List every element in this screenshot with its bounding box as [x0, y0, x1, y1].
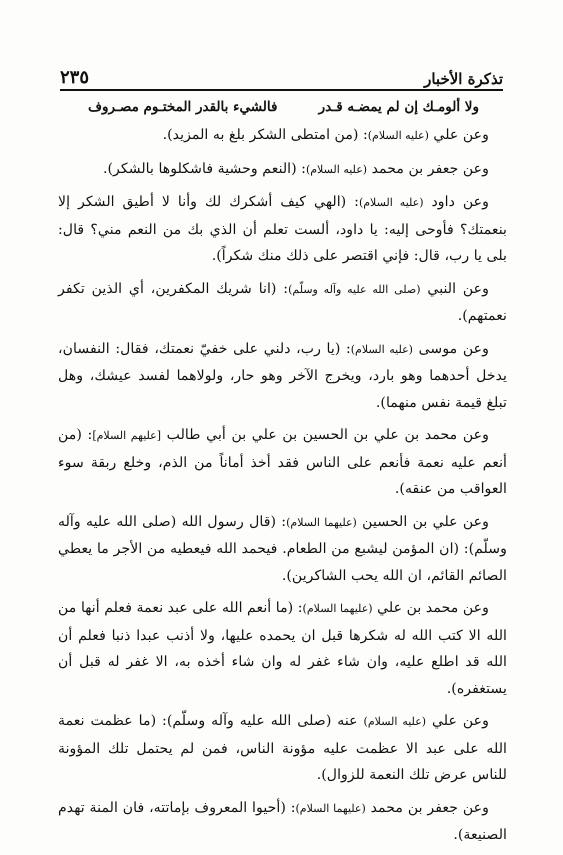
narrator: وعن جعفر بن محمد	[367, 160, 489, 177]
narrator: وعن النبي	[420, 280, 489, 297]
narrator: وعن داود	[423, 194, 489, 210]
hadith-paragraph	[58, 122, 507, 150]
running-header	[60, 62, 503, 88]
honorific: (صلى الله عليه وآله وسلّم)	[288, 282, 421, 296]
hadith-text: : (من امتطى الشكر بلغ به المزيد).	[162, 127, 368, 143]
honorific: (عليه السلام)	[363, 715, 427, 728]
honorific: (عليهما السلام)	[302, 602, 373, 615]
verse-first-hemistich: ولا ألومـك إن لم يمضـه قـدر	[318, 99, 479, 115]
hadith-paragraph	[58, 276, 507, 330]
header-rule	[60, 89, 503, 91]
hadith-text: : (انا شريك المكفرين، أي الذين تكفر نعمتهم).	[58, 280, 507, 324]
poetry-verse	[58, 96, 507, 118]
honorific: [عليهم السلام]	[92, 429, 162, 442]
narrator: وعن محمد بن علي	[372, 600, 489, 616]
narrator: وعن محمد بن علي بن الحسين بن علي بن أبي طالب	[161, 427, 489, 443]
verse-second-hemistich: فالشيء بالقدر المختـوم مصـروف	[88, 99, 278, 115]
hadith-text: : (قال رسول الله (صلى الله عليه وآله وسلّم): (ان المؤمن ليشبع من الطعام. فيحمد الله فيعطيه من الأجر ما يعطي الصائم القائم، ان الله يحب الشاكرين).	[58, 513, 507, 584]
narrator: وعن موسى	[412, 340, 489, 357]
hadith-text: : (الهي كيف أشكرك لك وأنا لا أطيق الشكر إلا بنعمتك؟ فأوحى إليه: يا داود، ألست تعلم أن الذي بك من النعم مني؟ قال: بلى يا رب، قال: فإني اقتصر على ذلك منك شكراً).	[58, 194, 507, 264]
hadith-paragraph	[58, 422, 507, 503]
hadith-paragraph	[58, 336, 507, 417]
hadith-text: : (أحيوا المعروف بإماتته، فان المنة تهدم الصنيعة).	[58, 799, 507, 843]
page-number: ٢٣٥	[60, 67, 90, 88]
hadith-text: عنه (صلى الله عليه وآله وسلّم): (ما عظمت نعمة الله على عبد الا عظمت عليه مؤونة الناس، فمن لم يحتمل تلك المؤونة للناس عرض تلك النعمة للزوال).	[58, 713, 507, 783]
hadith-paragraph	[58, 595, 507, 702]
honorific: (عليهما السلام)	[286, 515, 357, 529]
hadith-paragraph	[58, 509, 507, 590]
hadith-text: : (النعم وحشية فاشكلوها بالشكر).	[102, 160, 306, 177]
hadith-paragraph	[58, 708, 507, 789]
running-title: تذكرة الأخبار	[424, 70, 503, 88]
honorific: (عليه السلام)	[367, 129, 429, 142]
narrator: وعن علي	[426, 713, 490, 729]
hadith-paragraph	[58, 156, 507, 184]
narrator: وعن علي	[428, 127, 489, 143]
page-body	[58, 96, 507, 855]
narrator: وعن جعفر بن محمد	[365, 799, 489, 816]
hadith-text: : (يا رب، دلني على خفيّ نعمتك، فقال: النفسان، يدخل أحدهما وهو بارد، ويخرج الآخر وهو حار، ولولاهما لفسد عيشك، وهل تبلغ قيمة نفس منهما).	[58, 340, 507, 411]
honorific: (عليه السلام)	[350, 342, 413, 356]
hadith-paragraph	[58, 795, 507, 849]
hadith-text: : (ما أنعم الله على عبد نعمة فعلم أنها من الله الا كتب الله له شكرها قبل ان يحمده عليها، ولا أذنب عبدا ذنبا فعلم أن الله قد اطلع عليه، وان شاء غفر له وان شاء أخذه به، الا غفر له قبل أن يستغفره).	[58, 600, 507, 697]
narrator: وعن علي بن الحسين	[356, 513, 490, 530]
honorific: (عليهما السلام)	[295, 801, 366, 815]
honorific: (عليه السلام)	[305, 162, 368, 176]
hadith-paragraph	[58, 189, 507, 270]
honorific: (عليه السلام)	[358, 196, 424, 209]
hadith-text: : (من أنعم عليه نعمة فأنعم على الناس فقد أخذ أماناً من الذم، وخلع ربقة سوء العواقب من عنقه).	[58, 427, 507, 497]
